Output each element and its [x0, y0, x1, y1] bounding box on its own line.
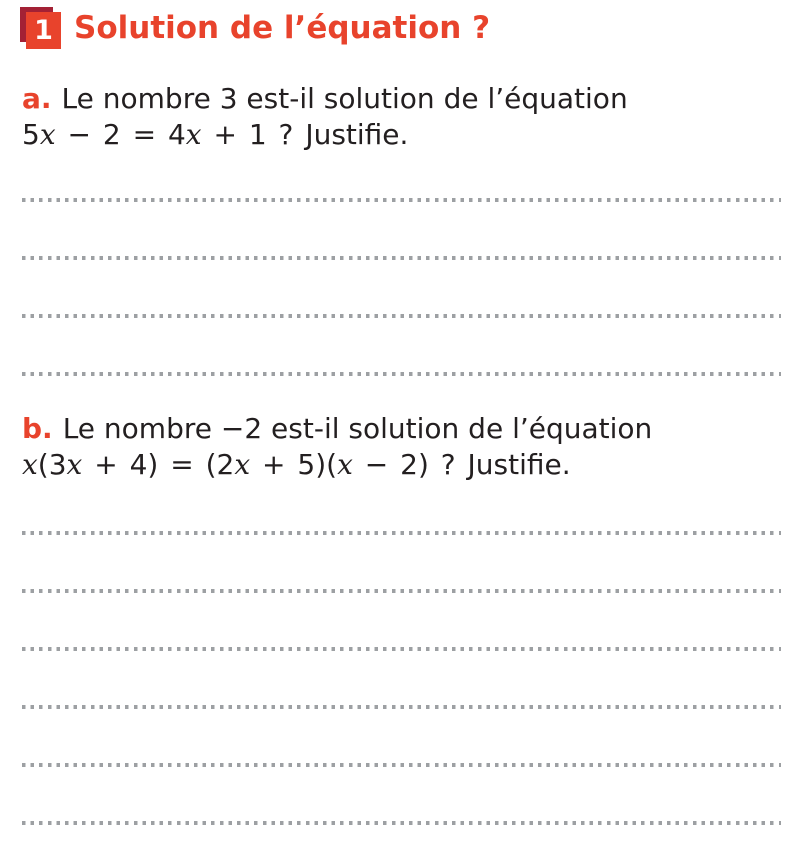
answer-line: [22, 198, 781, 202]
question-b-text: [22, 411, 781, 483]
math-variable: x: [234, 448, 251, 481]
exercise-title: Solution de l’équation ?: [74, 10, 491, 46]
math-variable: x: [22, 448, 38, 481]
answer-line: [22, 705, 781, 709]
math-text: + 1 ? Justifie.: [201, 118, 409, 151]
math-text: + 4) = (2: [82, 448, 235, 481]
math-variable: x: [66, 448, 83, 481]
math-text: 5: [22, 118, 40, 151]
exercise-header: [20, 7, 803, 49]
math-variable: x: [337, 448, 353, 481]
question-a-intro-line: [22, 81, 781, 117]
answer-line: [22, 763, 781, 767]
math-text: − 2) ? Justifie.: [352, 448, 571, 481]
answer-line: [22, 314, 781, 318]
question-b-intro-line: [22, 411, 781, 447]
math-text: (3: [37, 448, 67, 481]
badge-front-square: [26, 12, 61, 49]
question-b-answer-lines: [22, 531, 781, 825]
answer-line: [22, 372, 781, 376]
answer-line: [22, 647, 781, 651]
math-variable: x: [185, 118, 202, 151]
question-a: [0, 81, 803, 376]
answer-line: [22, 256, 781, 260]
question-a-equation: [22, 117, 781, 153]
math-variable: x: [39, 118, 56, 151]
exercise-number-badge: [20, 7, 61, 49]
question-a-answer-lines: [22, 198, 781, 376]
answer-line: [22, 531, 781, 535]
question-a-label: a.: [22, 82, 52, 115]
question-b: [0, 411, 803, 825]
answer-line: [22, 589, 781, 593]
question-a-intro: Le nombre 3 est-il solution de l’équation: [61, 82, 628, 115]
question-b-label: b.: [22, 412, 53, 445]
math-text: − 2 = 4: [55, 118, 186, 151]
answer-line: [22, 821, 781, 825]
question-b-intro: Le nombre −2 est-il solution de l’équation: [62, 412, 653, 445]
question-b-equation: [22, 447, 781, 483]
exercise-number: 1: [34, 15, 53, 46]
question-a-text: [22, 81, 781, 153]
math-text: + 5)(: [250, 448, 338, 481]
